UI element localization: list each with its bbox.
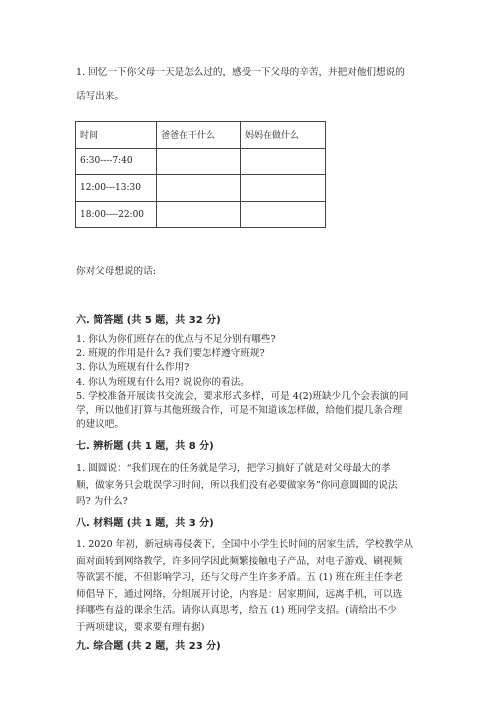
question-1-line-1: 1. 回忆一下你父母一天是怎么过的，感受一下父母的辛苦，并把对他们想说的 [76, 67, 405, 78]
table-row [76, 175, 326, 202]
section-6-questions [76, 333, 408, 432]
list-item: 2. 班规的作用是什么? 我们要怎样遵守班规? [76, 348, 265, 360]
table-cell-time: 18:00----22:00 [76, 201, 157, 228]
table-cell-blank [241, 148, 326, 175]
list-item: 师倡导下，通过网络，分组展开讨论，内容是：居家期间，远离手机，可以选 [76, 588, 403, 600]
section-6-heading: 六. 简答题 (共 5 题，共 32 分) [76, 315, 221, 326]
table-cell-blank [157, 201, 241, 228]
table-cell-blank [241, 201, 326, 228]
section-9-heading: 九. 综合题 (共 2 题，共 23 分) [76, 641, 221, 652]
section-8-questions [76, 537, 413, 637]
schedule-table [75, 121, 326, 228]
table-row [76, 148, 326, 175]
table-cell-blank [157, 175, 241, 202]
section-7-questions [76, 461, 398, 511]
table-header-row [76, 122, 326, 149]
table-header-cell: 时间 [76, 122, 157, 149]
say-to-parents-label: 你对父母想说的话: [76, 266, 156, 277]
question-1-line-2: 话写出来。 [76, 91, 124, 102]
table-cell-time: 12:00---13:30 [76, 175, 157, 202]
table-cell-blank [241, 175, 326, 202]
list-item: 1. 你认为你们班存在的优点与不足分别有哪些? [76, 334, 276, 345]
list-item: 面对面转到网络教学，许多同学因此频繁接触电子产品，对电子游戏、刷视频 [76, 555, 403, 567]
list-item: 4. 你认为班规有什么用? 说说你的看法。 [76, 376, 250, 388]
list-item: 择哪些有益的课余生活。请你认真思考，给五 (1) 班同学支招。(请给出不少 [76, 605, 397, 617]
section-8-heading: 八. 材料题 (共 1 题，共 3 分) [76, 518, 214, 529]
list-item: 于两项建议，要求要有理有据) [76, 621, 205, 633]
table-header-cell: 妈妈在做什么 [241, 122, 326, 149]
list-item: 等欲罢不能，不但影响学习，还与父母产生许多矛盾。五 (1) 班在班主任李老 [76, 572, 403, 584]
table-header-cell: 爸爸在干什么 [157, 122, 241, 149]
list-item: 1. 圆圆说：“我们现在的任务就是学习，把学习搞好了就是对父母最大的孝 [76, 463, 391, 474]
table-cell-time: 6:30----7:40 [76, 148, 157, 175]
table-row [76, 201, 326, 228]
list-item: 吗? 为什么? [76, 496, 128, 508]
list-item: 学，所以他们打算与其他班级合作，可是不知道该怎样做，给他们提几条合理 [76, 405, 403, 417]
section-7-heading: 七. 辨析题 (共 1 题，共 8 分) [76, 441, 214, 452]
question-1-prompt [76, 61, 405, 109]
list-item: 3. 你认为班规有什么作用? [76, 362, 190, 374]
list-item: 1. 2020 年初，新冠病毒侵袭下，全国中小学生长时间的居家生活，学校教学从 [76, 539, 414, 550]
list-item: 顺，做家务只会耽误学习时间，所以我们没有必要做家务”你同意圆圆的说法 [76, 479, 398, 491]
list-item: 的建议吧。 [76, 419, 124, 431]
list-item: 5. 学校准备开展读书交流会，要求形式多样，可是 4(2)班缺少几个会表演的同 [76, 390, 409, 402]
table-cell-blank [157, 148, 241, 175]
